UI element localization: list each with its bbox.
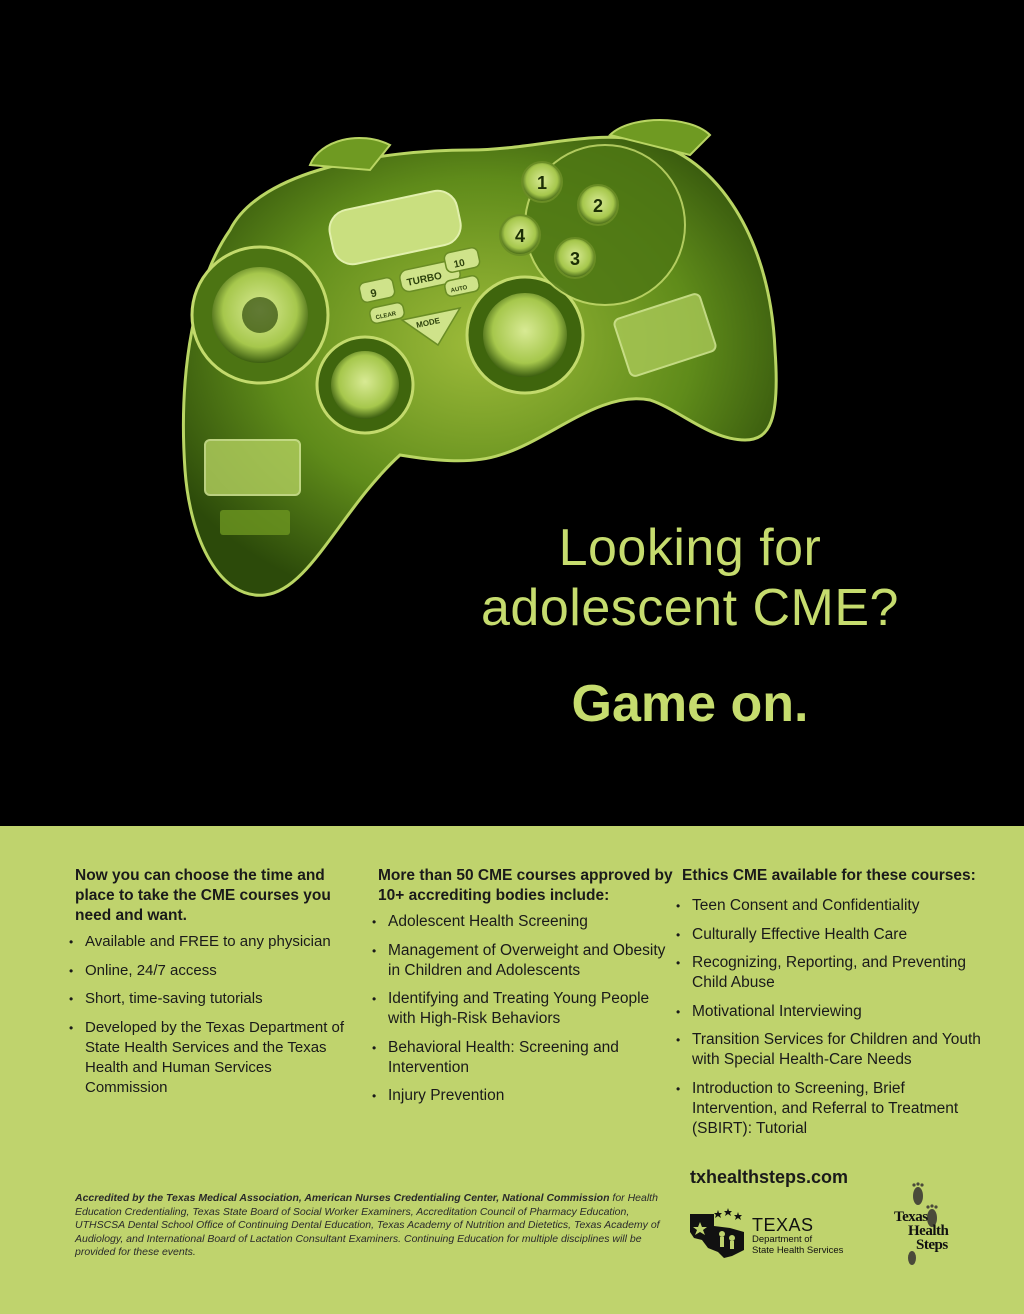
list-item: • Teen Consent and Confidentiality	[682, 896, 982, 916]
list-item: • Recognizing, Reporting, and Preventing Child Abuse	[682, 953, 982, 993]
face-button-1: 1	[536, 173, 548, 193]
face-button-3: 3	[569, 249, 581, 269]
dshs-logo	[688, 1208, 848, 1262]
ethics-list	[682, 896, 982, 1139]
benefits-heading: Now you can choose the time and place to take the CME courses you need and want.	[75, 867, 331, 924]
face-button-4: 4	[514, 226, 526, 246]
list-item: • Injury Prevention	[378, 1086, 673, 1106]
dshs-logo-line1: Department of	[752, 1234, 813, 1245]
controller-label-turbo: TURBO	[405, 270, 443, 289]
ths-logo-line2: Health	[908, 1223, 949, 1239]
ths-logo-line3: Steps	[916, 1237, 948, 1253]
ths-logo-text	[894, 1210, 948, 1252]
benefits-list	[75, 932, 345, 1098]
controller-label-auto: AUTO	[450, 284, 469, 295]
list-item: • Adolescent Health Screening	[378, 912, 673, 932]
headline-line-1: Looking for	[558, 519, 822, 577]
tagline: Game on.	[571, 675, 809, 733]
face-button-2: 2	[592, 196, 604, 216]
dshs-logo-text	[752, 1216, 843, 1256]
controller-label-mode: MODE	[415, 316, 441, 330]
list-item: • Developed by the Texas Department of State Health Services and the Texas Health and Human Services Commission	[75, 1018, 345, 1098]
website-link[interactable]: txhealthsteps.com	[690, 1167, 849, 1187]
accreditation-footnote	[75, 1192, 665, 1260]
dshs-logo-line2: State Health Services	[752, 1245, 844, 1256]
courses-list	[378, 912, 673, 1106]
footnote-rest: for Health Education Credentialing, Texas State Board of Social Worker Examiners, Accreditation Council of Pharmacy Education, UTHSCSA Dental School Office of Continuing Dental Education, Texas Academy of Nutrition and Dietetics, Texas Academy of Audiology, and International Board of Lactation Consultant Examiners. Continuing Education for multiple disciplines will be provided for these events.	[75, 1192, 660, 1258]
list-item: • Transition Services for Children and Youth with Special Health-Care Needs	[682, 1030, 982, 1070]
ths-logo-line1: Texas	[894, 1209, 928, 1225]
ethics-column	[682, 866, 982, 1147]
courses-column	[378, 866, 673, 1115]
list-item: • Behavioral Health: Screening and Intervention	[378, 1038, 673, 1078]
headline	[440, 518, 940, 734]
controller-label-clear: CLEAR	[375, 311, 397, 322]
list-item: • Motivational Interviewing	[682, 1002, 982, 1022]
list-item: • Introduction to Screening, Brief Intervention, and Referral to Treatment (SBIRT): Tutorial	[682, 1079, 982, 1139]
list-item: • Online, 24/7 access	[75, 961, 345, 981]
list-item: • Culturally Effective Health Care	[682, 925, 982, 945]
info-panel	[0, 826, 1024, 1314]
headline-line-2: adolescent CME?	[481, 579, 899, 637]
benefits-column	[75, 866, 345, 1106]
list-item: • Available and FREE to any physician	[75, 932, 345, 952]
ethics-heading: Ethics CME available for these courses:	[682, 867, 976, 884]
list-item: • Short, time-saving tutorials	[75, 989, 345, 1009]
list-item: • Identifying and Treating Young People with High-Risk Behaviors	[378, 989, 673, 1029]
texas-health-steps-logo	[890, 1182, 970, 1272]
texas-dshs-logo-icon	[688, 1208, 748, 1260]
controller-label-10: 10	[452, 257, 466, 271]
courses-heading: More than 50 CME courses approved by 10+ accrediting bodies include:	[378, 867, 673, 904]
dshs-logo-name: TEXAS	[752, 1215, 814, 1235]
controller-label-9: 9	[369, 287, 379, 301]
list-item: • Management of Overweight and Obesity in Children and Adolescents	[378, 941, 673, 981]
footnote-lead: Accredited by the Texas Medical Association, American Nurses Credentialing Center, National Commission	[75, 1192, 610, 1204]
